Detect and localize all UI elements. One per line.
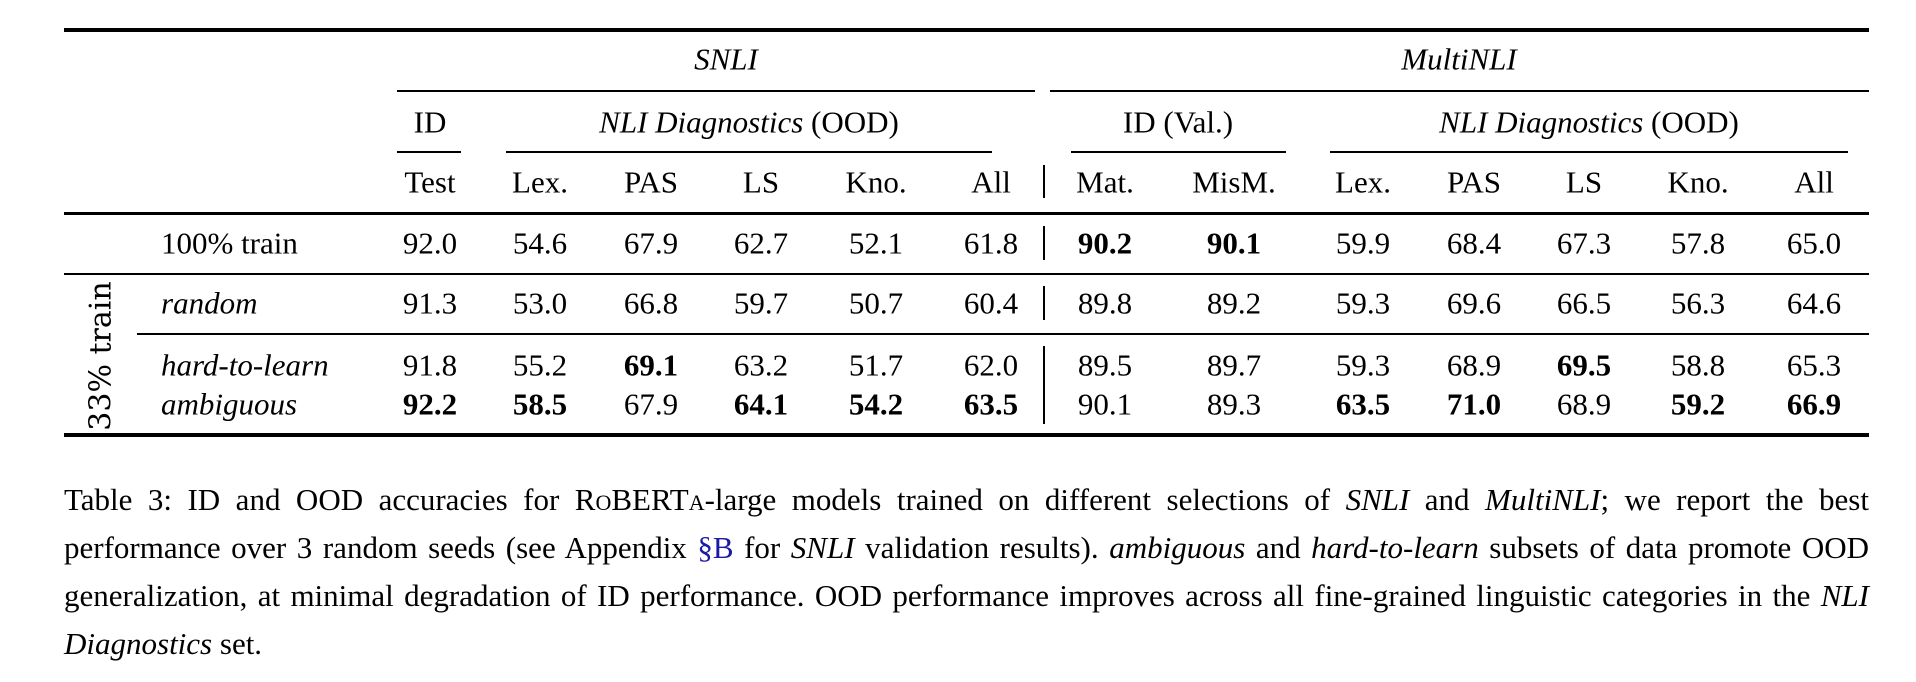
midrule (64, 273, 1869, 275)
table-cell: 92.0 (402, 225, 458, 261)
caption-text: and (1245, 530, 1312, 565)
mnli-ood-header (1439, 104, 1739, 140)
caption-ambiguous: ambiguous (1109, 530, 1246, 565)
caption-multinli: MultiNLI (1485, 482, 1601, 517)
table-cell: 67.9 (623, 386, 679, 422)
caption-text: ; we report the best performance over 3 random seeds (see Appendix (64, 482, 1869, 565)
table-cell: 90.1 (1206, 225, 1262, 261)
caption-text: set. (212, 626, 263, 661)
table-cell: 67.3 (1556, 225, 1612, 261)
snli-ood-suffix: (OOD) (811, 104, 899, 140)
column-separator (1043, 165, 1045, 198)
table-cell: 69.1 (623, 347, 679, 383)
caption-hard: hard-to-learn (1311, 530, 1479, 565)
table-cell: 71.0 (1446, 386, 1502, 422)
table-cell: 63.2 (733, 347, 789, 383)
table-cell: 89.3 (1206, 386, 1262, 422)
column-header: Test (404, 164, 456, 200)
column-header: MisM. (1192, 164, 1276, 200)
row-label: hard-to-learn (161, 347, 329, 383)
table-cell: 69.6 (1446, 285, 1502, 321)
table-cell: 63.5 (963, 386, 1019, 422)
table-cell: 54.6 (512, 225, 568, 261)
table-cell: 89.7 (1206, 347, 1262, 383)
subgroup-rule (137, 333, 1869, 335)
snli-ood-name: NLI Diagnostics (599, 104, 804, 140)
table-cell: 59.7 (733, 285, 789, 321)
caption-snli: SNLI (790, 530, 855, 565)
mnli-ood-suffix: (OOD) (1651, 104, 1739, 140)
table-cell: 56.3 (1670, 285, 1726, 321)
table-cell: 52.1 (848, 225, 904, 261)
column-header: All (971, 164, 1011, 200)
table-cell: 65.0 (1786, 225, 1842, 261)
table-cell: 62.7 (733, 225, 789, 261)
column-header: Lex. (1335, 164, 1391, 200)
top-rule (64, 28, 1869, 32)
bottom-rule (64, 433, 1869, 437)
table-cell: 58.5 (512, 386, 568, 422)
table-cell: 64.6 (1786, 285, 1842, 321)
snli-ood-cmidrule (506, 151, 992, 153)
column-header: Lex. (512, 164, 568, 200)
table-cell: 89.2 (1206, 285, 1262, 321)
caption-text: subsets of data promote OOD generalization, at minimal degradation of ID performance. OOD performance improves across all fine-grained linguistic categories in the (64, 530, 1869, 613)
table-cell: 91.8 (402, 347, 458, 383)
table-cell: 51.7 (848, 347, 904, 383)
table-cell: 68.9 (1446, 347, 1502, 383)
table-cell: 50.7 (848, 285, 904, 321)
caption-nli-diagnostics: NLI Diagnostics (64, 578, 1869, 661)
appendix-link[interactable]: §B (697, 530, 734, 565)
table-cell: 89.8 (1077, 285, 1133, 321)
column-header: PAS (1446, 164, 1502, 200)
caption-text: -large models trained on different selections of (704, 482, 1346, 517)
table-cell: 60.4 (963, 285, 1019, 321)
column-header: LS (742, 164, 780, 200)
table-cell: 68.9 (1556, 386, 1612, 422)
caption-text: Table 3: ID and OOD accuracies for (64, 482, 575, 517)
row-label: 100% train (161, 225, 298, 261)
table-cell: 58.8 (1670, 347, 1726, 383)
mnli-id-header: ID (Val.) (1122, 104, 1234, 140)
caption-text: and (1409, 482, 1486, 517)
snli-id-header: ID (413, 104, 447, 140)
multinli-header: MultiNLI (1401, 41, 1517, 77)
table-cell: 69.5 (1556, 347, 1612, 383)
table-cell: 59.2 (1670, 386, 1726, 422)
multinli-cmidrule (1050, 90, 1869, 92)
table-cell: 89.5 (1077, 347, 1133, 383)
caption-snli: SNLI (1345, 482, 1410, 517)
table-cell: 90.1 (1077, 386, 1133, 422)
snli-id-cmidrule (397, 151, 461, 153)
snli-header: SNLI (694, 41, 758, 77)
table-cell: 90.2 (1077, 225, 1133, 261)
caption-text: for (733, 530, 791, 565)
column-header: Mat. (1076, 164, 1134, 200)
mnli-ood-name: NLI Diagnostics (1439, 104, 1644, 140)
table-cell: 68.4 (1446, 225, 1502, 261)
snli-ood-header (599, 104, 899, 140)
column-separator (1043, 346, 1045, 424)
snli-cmidrule (397, 90, 1035, 92)
column-separator (1043, 286, 1045, 320)
table-cell: 92.2 (402, 386, 458, 422)
table-cell: 59.3 (1335, 347, 1391, 383)
table-caption (64, 476, 1869, 668)
table-cell: 66.9 (1786, 386, 1842, 422)
table-cell: 65.3 (1786, 347, 1842, 383)
table-cell: 61.8 (963, 225, 1019, 261)
table-cell: 55.2 (512, 347, 568, 383)
table-cell: 64.1 (733, 386, 789, 422)
table-cell: 91.3 (402, 285, 458, 321)
table-cell: 57.8 (1670, 225, 1726, 261)
header-midrule (64, 212, 1869, 215)
table-cell: 53.0 (512, 285, 568, 321)
column-header: PAS (623, 164, 679, 200)
caption-text: validation results). (854, 530, 1110, 565)
group-label-33-train: 33% train (83, 281, 119, 431)
table-cell: 63.5 (1335, 386, 1391, 422)
column-header: LS (1565, 164, 1603, 200)
row-label: ambiguous (161, 386, 298, 422)
column-header: Kno. (1667, 164, 1729, 200)
column-separator (1043, 226, 1045, 260)
table-cell: 67.9 (623, 225, 679, 261)
column-header: Kno. (845, 164, 907, 200)
column-header: All (1794, 164, 1834, 200)
table-cell: 59.9 (1335, 225, 1391, 261)
table-cell: 62.0 (963, 347, 1019, 383)
caption-model: RoBERTa (574, 482, 705, 517)
table-cell: 59.3 (1335, 285, 1391, 321)
table-cell: 66.8 (623, 285, 679, 321)
table-cell: 66.5 (1556, 285, 1612, 321)
table-cell: 54.2 (848, 386, 904, 422)
mnli-ood-cmidrule (1330, 151, 1848, 153)
mnli-id-cmidrule (1071, 151, 1286, 153)
row-label: random (161, 285, 258, 321)
